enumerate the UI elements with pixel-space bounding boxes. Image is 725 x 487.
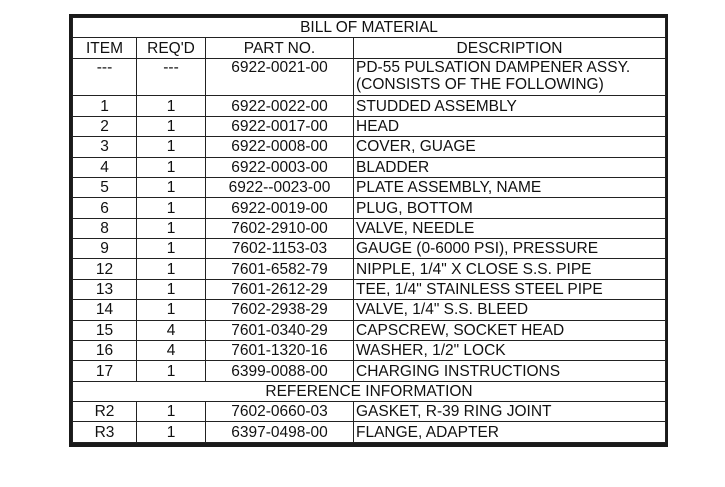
- part-no-cell: 7602-0660-03: [206, 402, 354, 422]
- part-no-cell: 6922-0019-00: [206, 198, 354, 218]
- reference-section-row: [73, 381, 666, 401]
- description-cell: NIPPLE, 1/4" X CLOSE S.S. PIPE: [354, 259, 666, 279]
- table-row: [73, 340, 666, 360]
- table-row: [73, 320, 666, 340]
- reqd-cell: 4: [137, 320, 206, 340]
- description-cell: COVER, GUAGE: [354, 137, 666, 157]
- description-cell: BLADDER: [354, 157, 666, 177]
- header-description: DESCRIPTION: [354, 38, 666, 58]
- description-cell: [354, 58, 666, 96]
- table-row: [73, 116, 666, 136]
- table-row: [73, 198, 666, 218]
- part-no-cell: 6922-0017-00: [206, 116, 354, 136]
- reqd-cell: 1: [137, 259, 206, 279]
- description-line-1: PD-55 PULSATION DAMPENER ASSY.: [356, 58, 631, 76]
- item-cell: 4: [73, 157, 137, 177]
- reqd-cell: 1: [137, 422, 206, 443]
- table-row: [73, 96, 666, 116]
- part-no-cell: 7602-2938-29: [206, 300, 354, 320]
- header-reqd: REQ'D: [137, 38, 206, 58]
- description-cell: VALVE, NEEDLE: [354, 218, 666, 238]
- description-line-2: (CONSISTS OF THE FOLLOWING): [356, 75, 604, 93]
- description-cell: CAPSCREW, SOCKET HEAD: [354, 320, 666, 340]
- table-title: BILL OF MATERIAL: [73, 18, 666, 38]
- item-cell: 8: [73, 218, 137, 238]
- item-cell: 5: [73, 177, 137, 197]
- part-no-cell: 7602-1153-03: [206, 239, 354, 259]
- item-cell: 13: [73, 279, 137, 299]
- item-cell: 1: [73, 96, 137, 116]
- table-row: [73, 239, 666, 259]
- part-no-cell: 6922-0008-00: [206, 137, 354, 157]
- description-cell: CHARGING INSTRUCTIONS: [354, 361, 666, 381]
- part-no-cell: 7601-2612-29: [206, 279, 354, 299]
- reqd-cell: ---: [137, 58, 206, 96]
- table-row: [73, 157, 666, 177]
- reqd-cell: 1: [137, 361, 206, 381]
- item-cell: 6: [73, 198, 137, 218]
- description-cell: GASKET, R-39 RING JOINT: [354, 402, 666, 422]
- table-row: [73, 58, 666, 96]
- item-cell: 12: [73, 259, 137, 279]
- part-no-cell: 6397-0498-00: [206, 422, 354, 443]
- reqd-cell: 1: [137, 116, 206, 136]
- table-row: [73, 300, 666, 320]
- bill-of-material-table: [69, 14, 668, 447]
- description-cell: GAUGE (0-6000 PSI), PRESSURE: [354, 239, 666, 259]
- reqd-cell: 1: [137, 96, 206, 116]
- part-no-cell: 6922-0022-00: [206, 96, 354, 116]
- reference-row: [73, 422, 666, 443]
- item-cell: 3: [73, 137, 137, 157]
- reqd-cell: 1: [137, 198, 206, 218]
- item-cell: 17: [73, 361, 137, 381]
- reqd-cell: 1: [137, 279, 206, 299]
- bom-grid: [72, 17, 666, 443]
- description-cell: WASHER, 1/2" LOCK: [354, 340, 666, 360]
- table-row: [73, 137, 666, 157]
- header-part-no: PART NO.: [206, 38, 354, 58]
- item-cell: 15: [73, 320, 137, 340]
- part-no-cell: 7601-1320-16: [206, 340, 354, 360]
- table-row: [73, 279, 666, 299]
- description-cell: PLUG, BOTTOM: [354, 198, 666, 218]
- description-cell: FLANGE, ADAPTER: [354, 422, 666, 443]
- reqd-cell: 1: [137, 177, 206, 197]
- item-cell: 14: [73, 300, 137, 320]
- reqd-cell: 1: [137, 218, 206, 238]
- item-cell: 9: [73, 239, 137, 259]
- part-no-cell: 7601-6582-79: [206, 259, 354, 279]
- title-row: [73, 18, 666, 38]
- table-row: [73, 177, 666, 197]
- description-cell: VALVE, 1/4" S.S. BLEED: [354, 300, 666, 320]
- part-no-cell: 7602-2910-00: [206, 218, 354, 238]
- table-row: [73, 259, 666, 279]
- part-no-cell: 6922-0003-00: [206, 157, 354, 177]
- reference-section-title: REFERENCE INFORMATION: [73, 381, 666, 401]
- reqd-cell: 1: [137, 137, 206, 157]
- item-cell: R2: [73, 402, 137, 422]
- reqd-cell: 1: [137, 239, 206, 259]
- part-no-cell: 6922--0023-00: [206, 177, 354, 197]
- reqd-cell: 1: [137, 157, 206, 177]
- reference-row: [73, 402, 666, 422]
- item-cell: 16: [73, 340, 137, 360]
- header-row: [73, 38, 666, 58]
- table-row: [73, 361, 666, 381]
- item-cell: ---: [73, 58, 137, 96]
- reqd-cell: 1: [137, 300, 206, 320]
- description-cell: TEE, 1/4" STAINLESS STEEL PIPE: [354, 279, 666, 299]
- header-item: ITEM: [73, 38, 137, 58]
- reqd-cell: 1: [137, 402, 206, 422]
- part-no-cell: 7601-0340-29: [206, 320, 354, 340]
- table-row: [73, 218, 666, 238]
- description-cell: PLATE ASSEMBLY, NAME: [354, 177, 666, 197]
- part-no-cell: 6922-0021-00: [206, 58, 354, 96]
- part-no-cell: 6399-0088-00: [206, 361, 354, 381]
- description-cell: STUDDED ASSEMBLY: [354, 96, 666, 116]
- reqd-cell: 4: [137, 340, 206, 360]
- item-cell: 2: [73, 116, 137, 136]
- item-cell: R3: [73, 422, 137, 443]
- description-cell: HEAD: [354, 116, 666, 136]
